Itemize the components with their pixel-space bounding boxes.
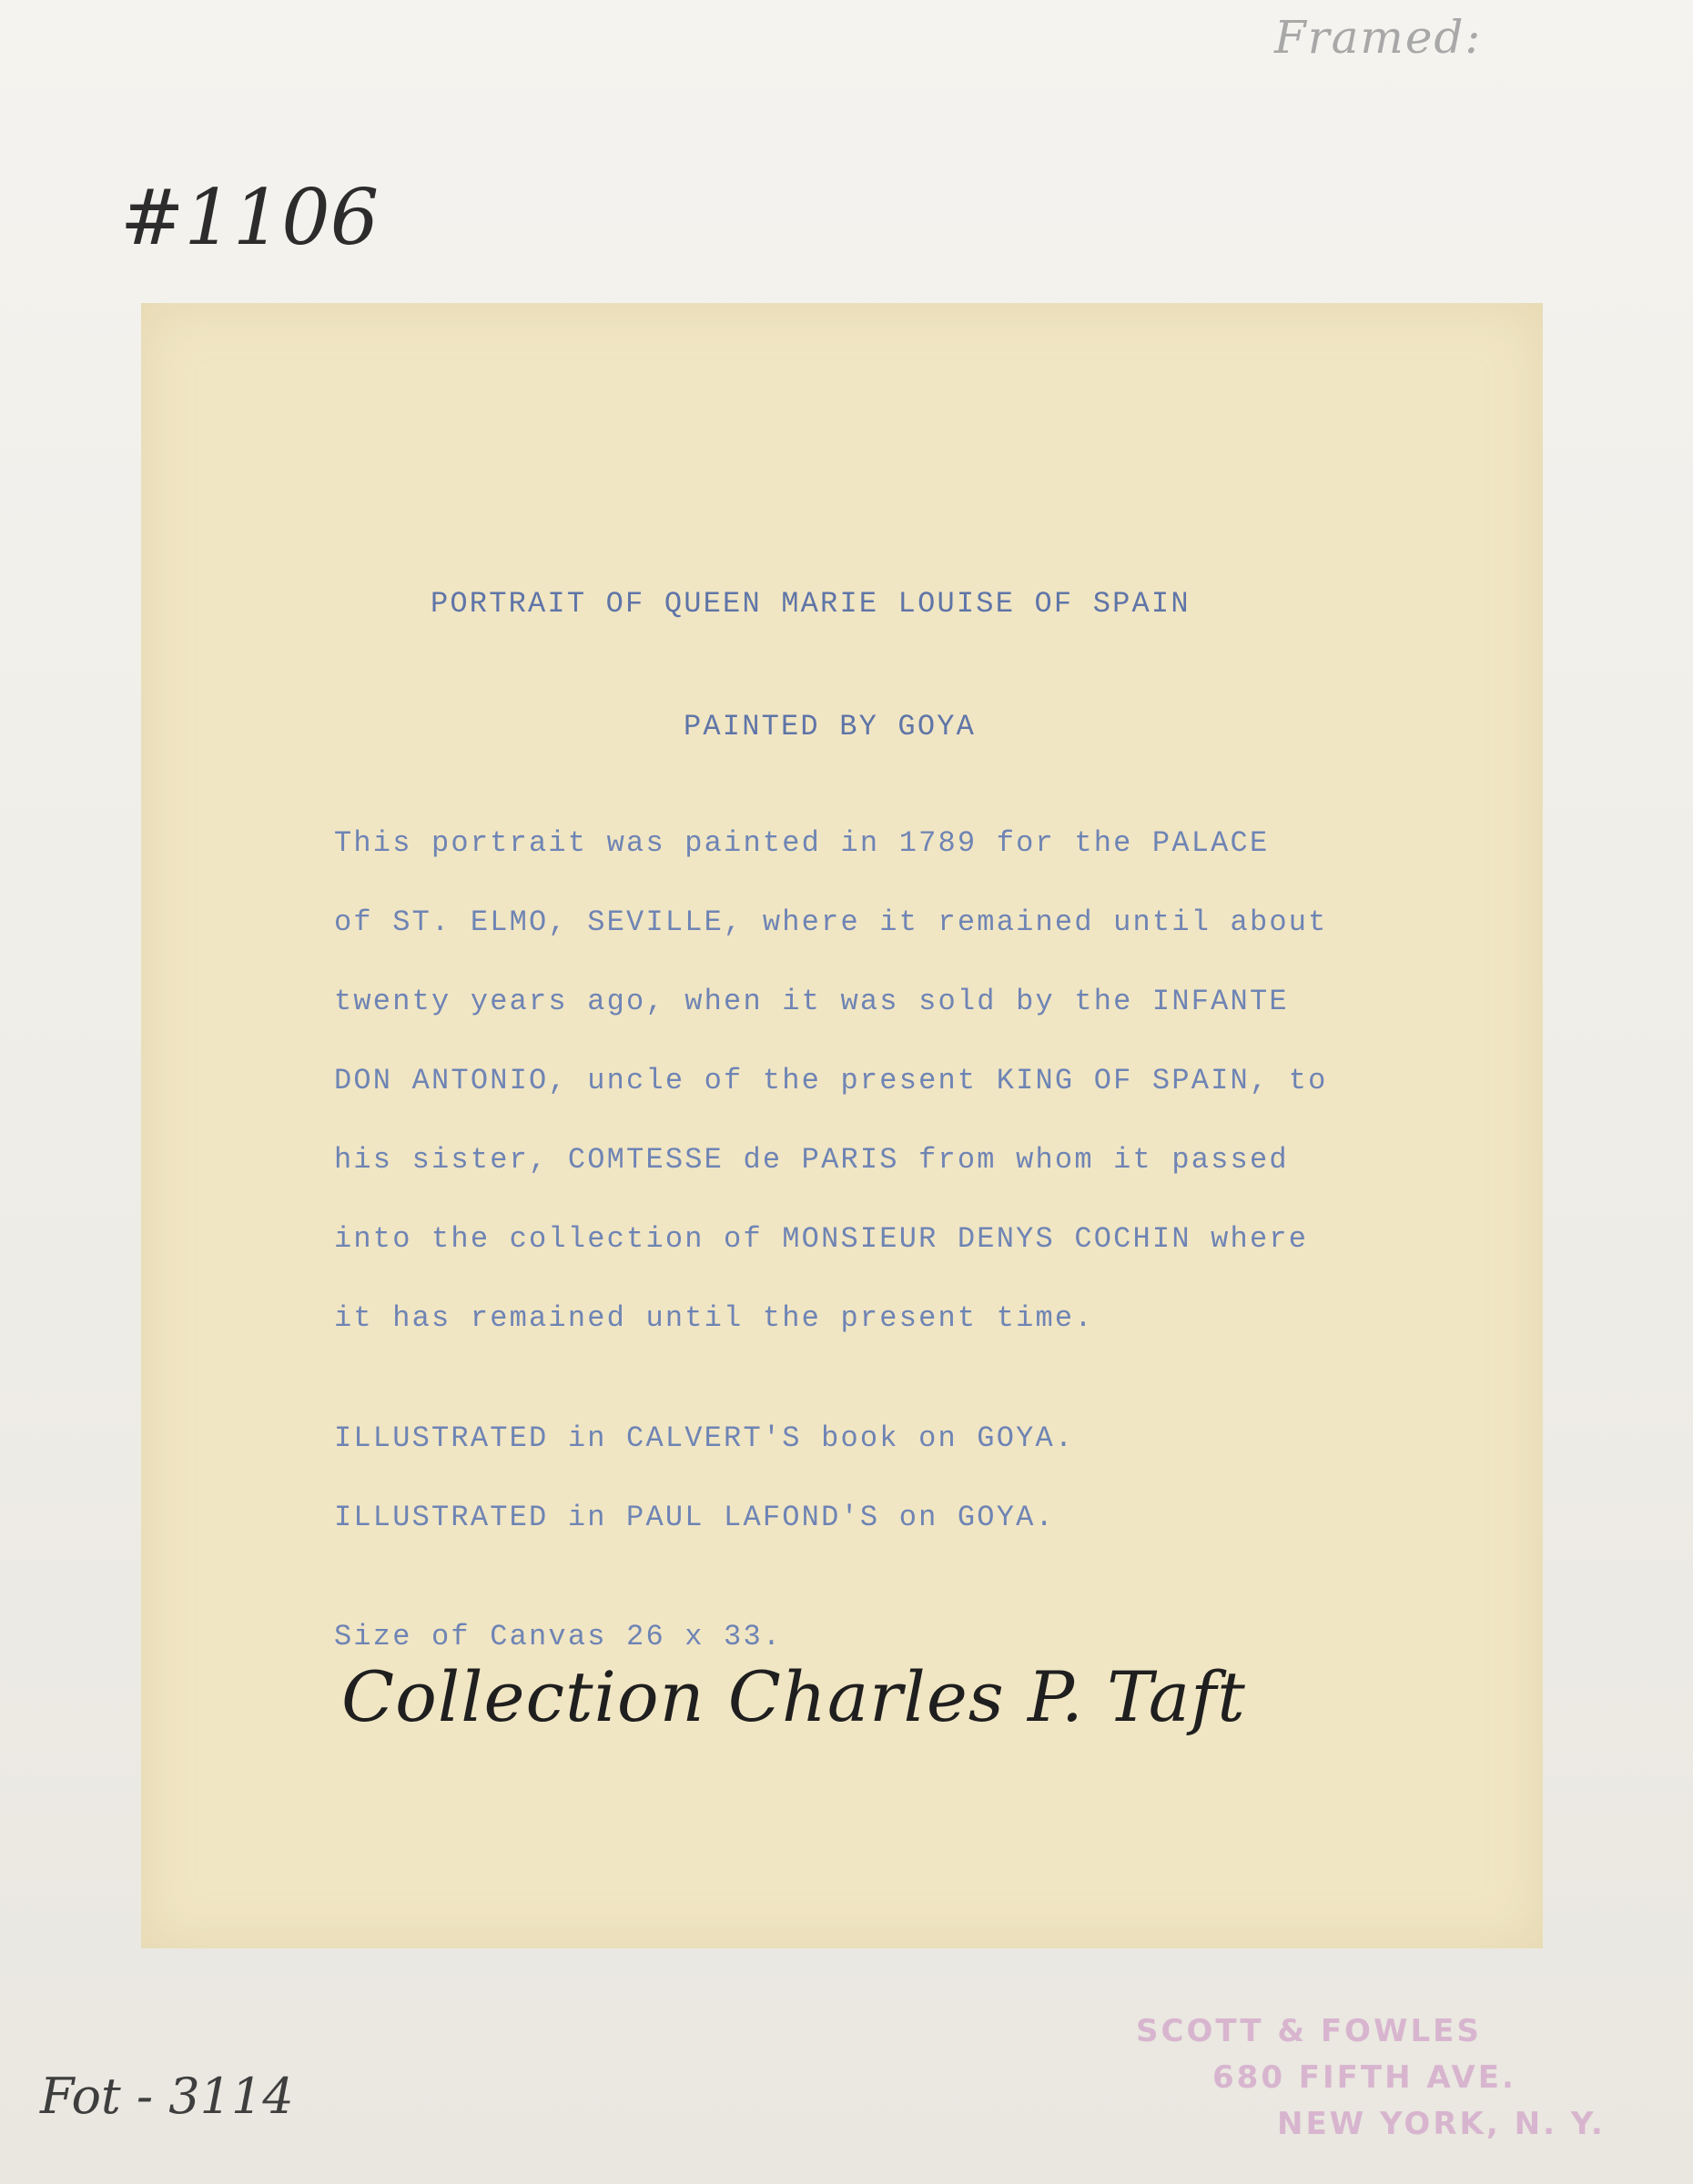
paragraph-line: into the collection of MONSIEUR DENYS COCHIN where <box>334 1222 1309 1256</box>
handwritten-signature: Collection Charles P. Taft <box>341 1656 1246 1737</box>
paragraph-line: his sister, COMTESSE de PARIS from whom it passed <box>334 1143 1289 1177</box>
document-subtitle: PAINTED BY GOYA <box>684 710 977 743</box>
canvas-size: Size of Canvas 26 x 33. <box>334 1620 783 1653</box>
document-title: PORTRAIT OF QUEEN MARIE LOUISE OF SPAIN <box>431 587 1191 621</box>
paragraph-line: it has remained until the present time. <box>334 1301 1094 1335</box>
paragraph-line: This portrait was painted in 1789 for the PALACE <box>334 826 1270 860</box>
dealer-stamp-line-2: 680 FIFTH AVE. <box>1212 2059 1516 2096</box>
illustrated-line-calvert: ILLUSTRATED in CALVERT'S book on GOYA. <box>334 1421 1075 1455</box>
paragraph-line: of ST. ELMO, SEVILLE, where it remained until about <box>334 905 1328 939</box>
handwritten-inventory-number: Fot - 3114 <box>40 2068 294 2125</box>
paragraph-line: twenty years ago, when it was sold by the INFANTE <box>334 985 1289 1018</box>
dealer-stamp-line-1: SCOTT & FOWLES <box>1136 2013 1482 2049</box>
dealer-stamp-line-3: NEW YORK, N. Y. <box>1277 2106 1606 2142</box>
illustrated-line-lafond: ILLUSTRATED in PAUL LAFOND'S on GOYA. <box>334 1501 1055 1534</box>
paragraph-line: DON ANTONIO, uncle of the present KING OF SPAIN, to <box>334 1064 1328 1097</box>
handwritten-catalog-number: #1106 <box>120 173 380 262</box>
handwritten-framed-note: Framed: <box>1274 11 1483 64</box>
